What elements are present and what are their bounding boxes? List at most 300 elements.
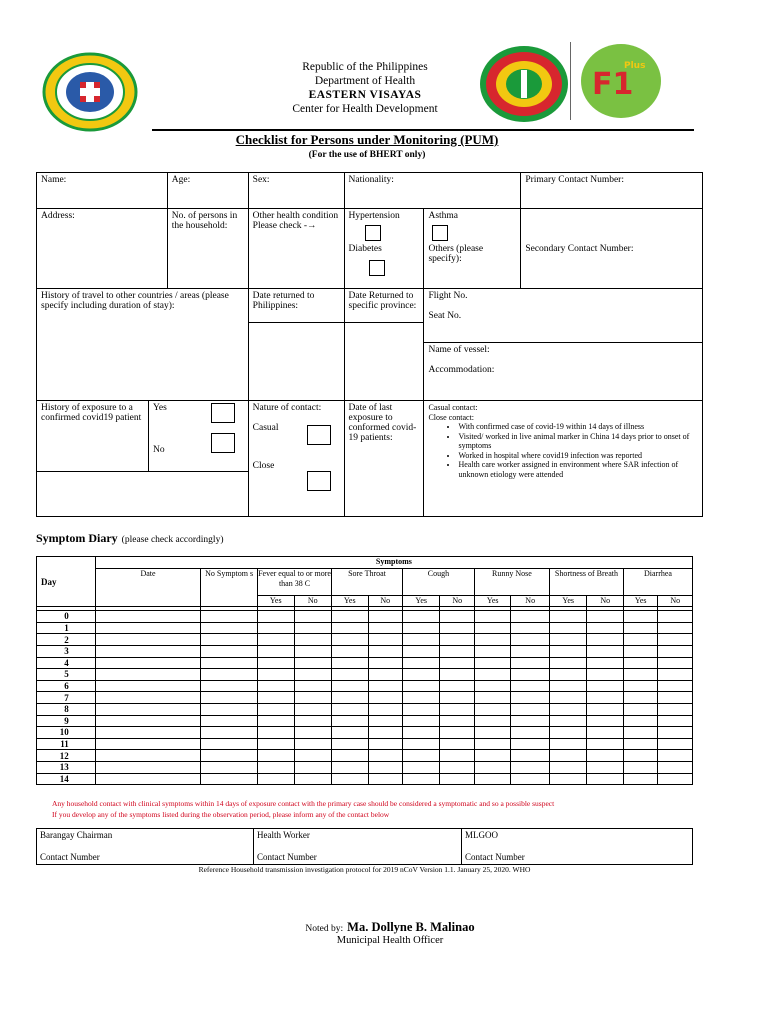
symptom-check-cell[interactable] <box>511 715 550 727</box>
symptom-check-cell[interactable] <box>474 738 511 750</box>
date-cell[interactable] <box>95 611 200 623</box>
casual-checkbox[interactable] <box>307 425 331 445</box>
symptom-check-cell[interactable] <box>440 645 474 657</box>
symptom-check-cell[interactable] <box>294 634 332 646</box>
symptom-check-cell[interactable] <box>258 761 295 773</box>
date-cell[interactable] <box>95 715 200 727</box>
date-cell[interactable] <box>95 645 200 657</box>
hypertension-checkbox[interactable] <box>365 225 381 241</box>
symptom-check-cell[interactable] <box>549 680 587 692</box>
symptom-check-cell[interactable] <box>549 703 587 715</box>
vessel-info[interactable] <box>424 343 702 377</box>
symptom-check-cell[interactable] <box>623 622 657 634</box>
symptom-check-cell[interactable] <box>658 669 693 681</box>
symptom-check-cell[interactable] <box>368 611 402 623</box>
symptom-check-cell[interactable] <box>511 727 550 739</box>
symptom-check-cell[interactable] <box>623 773 657 785</box>
symptom-check-cell[interactable] <box>587 680 624 692</box>
noted-by-label: Noted by: <box>305 924 344 934</box>
symptom-check-cell[interactable] <box>549 715 587 727</box>
symptom-check-cell[interactable] <box>658 703 693 715</box>
symptom-check-cell[interactable] <box>511 680 550 692</box>
symptom-check-cell[interactable] <box>658 773 693 785</box>
symptom-check-cell[interactable] <box>511 669 550 681</box>
symptom-check-cell[interactable] <box>587 715 624 727</box>
no-symptoms-cell[interactable] <box>201 680 258 692</box>
symptom-check-cell[interactable] <box>549 611 587 623</box>
symptom-check-cell[interactable] <box>474 761 511 773</box>
symptom-check-cell[interactable] <box>368 761 402 773</box>
symptom-check-cell[interactable] <box>440 692 474 704</box>
symptom-check-cell[interactable] <box>474 703 511 715</box>
symptom-check-cell[interactable] <box>511 622 550 634</box>
symptom-check-cell[interactable] <box>474 634 511 646</box>
symptom-check-cell[interactable] <box>294 761 332 773</box>
yes-header: Yes <box>332 595 369 607</box>
symptom-check-cell[interactable] <box>587 773 624 785</box>
date-cell[interactable] <box>95 750 200 762</box>
symptom-check-cell[interactable] <box>368 680 402 692</box>
symptom-diary-note: (please check accordingly) <box>121 535 224 545</box>
no-symptoms-cell[interactable] <box>201 761 258 773</box>
symptom-check-cell[interactable] <box>440 611 474 623</box>
symptom-check-cell[interactable] <box>332 634 369 646</box>
symptom-check-cell[interactable] <box>474 680 511 692</box>
header-department: Department of Health <box>314 75 416 87</box>
diary-day-row <box>37 727 693 739</box>
date-cell[interactable] <box>95 680 200 692</box>
symptom-check-cell[interactable] <box>258 622 295 634</box>
date-cell[interactable] <box>95 727 200 739</box>
date-last-exposure-field[interactable]: Date of last exposure to conformed covid-19 patients: <box>344 401 424 517</box>
date-returned-province-value[interactable] <box>344 323 424 401</box>
close-contact-item: • Worked in hospital where covid19 infection was reported <box>458 451 698 461</box>
symptom-check-cell[interactable] <box>402 680 440 692</box>
symptom-check-cell[interactable] <box>402 761 440 773</box>
symptom-check-cell[interactable] <box>587 669 624 681</box>
no-symptoms-header: No Symptom s <box>201 568 258 607</box>
symptom-check-cell[interactable] <box>368 669 402 681</box>
day-number: 4 <box>37 657 96 669</box>
no-symptoms-cell[interactable] <box>201 773 258 785</box>
symptom-check-cell[interactable] <box>368 703 402 715</box>
symptom-check-cell[interactable] <box>368 634 402 646</box>
symptom-check-cell[interactable] <box>511 750 550 762</box>
symptom-check-cell[interactable] <box>294 622 332 634</box>
symptom-check-cell[interactable] <box>294 692 332 704</box>
symptom-check-cell[interactable] <box>294 657 332 669</box>
symptom-check-cell[interactable] <box>549 727 587 739</box>
f1-plus-logo-icon <box>580 42 662 120</box>
asthma-checkbox[interactable] <box>432 225 448 241</box>
no-header: No <box>294 595 332 607</box>
nationality-field[interactable]: Nationality: <box>344 173 521 209</box>
symptom-check-cell[interactable] <box>587 738 624 750</box>
symptom-check-cell[interactable] <box>294 611 332 623</box>
contact-definitions <box>424 401 703 517</box>
no-symptoms-cell[interactable] <box>201 622 258 634</box>
exposure-no-checkbox[interactable] <box>211 433 235 453</box>
no-header: No <box>587 595 624 607</box>
symptom-check-cell[interactable] <box>402 738 440 750</box>
hypertension-diabetes-cell <box>344 209 424 289</box>
diabetes-label: Diabetes <box>348 244 382 254</box>
symptom-check-cell[interactable] <box>474 727 511 739</box>
symptom-check-cell[interactable] <box>658 761 693 773</box>
symptom-check-cell[interactable] <box>474 773 511 785</box>
symptom-check-cell[interactable] <box>402 657 440 669</box>
symptom-check-cell[interactable] <box>332 750 369 762</box>
date-cell[interactable] <box>95 761 200 773</box>
symptom-check-cell[interactable] <box>258 611 295 623</box>
symptom-column-header: Sore Throat <box>332 568 403 595</box>
symptom-check-cell[interactable] <box>258 669 295 681</box>
symptom-check-cell[interactable] <box>368 750 402 762</box>
no-symptoms-cell[interactable] <box>201 645 258 657</box>
mlgoo-cell[interactable] <box>462 829 693 865</box>
symptom-check-cell[interactable] <box>658 692 693 704</box>
symptom-check-cell[interactable] <box>623 727 657 739</box>
exposure-notes[interactable] <box>37 471 248 515</box>
no-symptoms-cell[interactable] <box>201 692 258 704</box>
date-cell[interactable] <box>95 703 200 715</box>
symptom-check-cell[interactable] <box>402 645 440 657</box>
symptom-check-cell[interactable] <box>402 727 440 739</box>
day-number: 8 <box>37 703 96 715</box>
symptom-check-cell[interactable] <box>402 611 440 623</box>
symptom-check-cell[interactable] <box>332 727 369 739</box>
symptom-check-cell[interactable] <box>474 669 511 681</box>
day-number: 0 <box>37 611 96 623</box>
diary-day-row <box>37 680 693 692</box>
persons-household-field[interactable]: No. of persons in the household: <box>167 209 248 289</box>
yes-header: Yes <box>549 595 587 607</box>
flight-vessel-cell <box>424 289 703 401</box>
symptom-check-cell[interactable] <box>623 738 657 750</box>
symptom-check-cell[interactable] <box>332 669 369 681</box>
symptom-check-cell[interactable] <box>474 611 511 623</box>
date-header: Date <box>95 568 200 607</box>
symptom-check-cell[interactable] <box>658 611 693 623</box>
day-number: 9 <box>37 715 96 727</box>
symptom-check-cell[interactable] <box>440 750 474 762</box>
symptom-check-cell[interactable] <box>402 715 440 727</box>
symptom-check-cell[interactable] <box>332 715 369 727</box>
symptom-check-cell[interactable] <box>258 773 295 785</box>
symptom-check-cell[interactable] <box>623 703 657 715</box>
symptom-check-cell[interactable] <box>658 634 693 646</box>
symptom-check-cell[interactable] <box>440 657 474 669</box>
date-cell[interactable] <box>95 738 200 750</box>
symptom-check-cell[interactable] <box>294 750 332 762</box>
no-header: No <box>440 595 474 607</box>
diary-symptom-names-row <box>37 568 693 595</box>
symptom-check-cell[interactable] <box>402 622 440 634</box>
symptom-check-cell[interactable] <box>368 773 402 785</box>
symptom-check-cell[interactable] <box>623 669 657 681</box>
day-number: 10 <box>37 727 96 739</box>
symptom-check-cell[interactable] <box>294 738 332 750</box>
symptom-check-cell[interactable] <box>549 634 587 646</box>
symptom-check-cell[interactable] <box>658 622 693 634</box>
symptom-diary-heading <box>36 529 223 547</box>
exposure-history-cell <box>37 401 249 517</box>
symptom-check-cell[interactable] <box>332 645 369 657</box>
symptom-check-cell[interactable] <box>258 634 295 646</box>
date-cell[interactable] <box>95 669 200 681</box>
exposure-yes-checkbox[interactable] <box>211 403 235 423</box>
no-symptoms-cell[interactable] <box>201 738 258 750</box>
secondary-contact-field[interactable]: Secondary Contact Number: <box>521 209 703 289</box>
symptom-check-cell[interactable] <box>549 669 587 681</box>
close-label: Close <box>252 461 275 471</box>
symptom-check-cell[interactable] <box>587 645 624 657</box>
symptom-check-cell[interactable] <box>623 634 657 646</box>
symptom-check-cell[interactable] <box>549 692 587 704</box>
page-subtitle: (For the use of BHERT only) <box>308 150 426 160</box>
symptom-check-cell[interactable] <box>402 692 440 704</box>
symptom-check-cell[interactable] <box>587 761 624 773</box>
symptom-check-cell[interactable] <box>368 622 402 634</box>
symptom-check-cell[interactable] <box>587 727 624 739</box>
symptom-check-cell[interactable] <box>623 692 657 704</box>
symptom-check-cell[interactable] <box>440 680 474 692</box>
symptom-check-cell[interactable] <box>402 634 440 646</box>
address-field[interactable]: Address: <box>37 209 168 289</box>
symptom-check-cell[interactable] <box>258 715 295 727</box>
no-symptoms-cell[interactable] <box>201 715 258 727</box>
symptom-check-cell[interactable] <box>440 761 474 773</box>
symptom-check-cell[interactable] <box>368 738 402 750</box>
no-symptoms-cell[interactable] <box>201 669 258 681</box>
symptom-check-cell[interactable] <box>549 657 587 669</box>
symptom-check-cell[interactable] <box>474 657 511 669</box>
primary-contact-field[interactable]: Primary Contact Number: <box>521 173 703 209</box>
symptom-check-cell[interactable] <box>511 703 550 715</box>
symptom-check-cell[interactable] <box>402 669 440 681</box>
symptom-check-cell[interactable] <box>511 611 550 623</box>
diary-day-row <box>37 761 693 773</box>
symptom-check-cell[interactable] <box>549 622 587 634</box>
date-returned-field[interactable]: Date returned to Philippines: <box>248 289 344 323</box>
date-cell[interactable] <box>95 634 200 646</box>
flight-info[interactable] <box>424 289 702 343</box>
symptom-check-cell[interactable] <box>332 622 369 634</box>
yes-header: Yes <box>402 595 440 607</box>
symptom-check-cell[interactable] <box>658 750 693 762</box>
symptom-check-cell[interactable] <box>258 703 295 715</box>
diary-day-row <box>37 657 693 669</box>
no-symptoms-cell[interactable] <box>201 634 258 646</box>
close-contact-item: • With confirmed case of covid-19 within 14 days of illness <box>458 422 698 432</box>
noted-by-title: Municipal Health Officer <box>336 935 444 946</box>
day-number: 1 <box>37 622 96 634</box>
exposure-no-label: No <box>153 445 165 455</box>
symptom-check-cell[interactable] <box>294 727 332 739</box>
symptom-check-cell[interactable] <box>332 703 369 715</box>
age-field[interactable]: Age: <box>167 173 248 209</box>
mlgoo-label: MLGOO <box>465 830 498 840</box>
symptom-check-cell[interactable] <box>623 680 657 692</box>
no-symptoms-cell[interactable] <box>201 703 258 715</box>
diary-day-row <box>37 634 693 646</box>
symptom-check-cell[interactable] <box>658 645 693 657</box>
symptom-check-cell[interactable] <box>474 622 511 634</box>
symptom-check-cell[interactable] <box>402 750 440 762</box>
symptom-check-cell[interactable] <box>332 692 369 704</box>
no-symptoms-cell[interactable] <box>201 657 258 669</box>
symptom-check-cell[interactable] <box>511 645 550 657</box>
symptom-check-cell[interactable] <box>258 645 295 657</box>
symptom-check-cell[interactable] <box>474 645 511 657</box>
logo-divider <box>570 42 571 120</box>
vessel-label: Name of vessel: <box>428 345 490 355</box>
nature-contact-label: Nature of contact: <box>252 403 322 413</box>
symptom-check-cell[interactable] <box>623 611 657 623</box>
title-rule <box>152 129 694 131</box>
symptom-check-cell[interactable] <box>294 715 332 727</box>
symptom-check-cell[interactable] <box>332 680 369 692</box>
symptoms-header: Symptoms <box>95 557 692 569</box>
symptom-check-cell[interactable] <box>623 750 657 762</box>
health-worker-cell[interactable] <box>254 829 462 865</box>
no-header: No <box>658 595 693 607</box>
health-worker-contact-label: Contact Number <box>257 852 317 862</box>
symptom-check-cell[interactable] <box>440 715 474 727</box>
symptom-check-cell[interactable] <box>623 715 657 727</box>
exposure-yes-label: Yes <box>153 403 167 413</box>
symptom-check-cell[interactable] <box>587 657 624 669</box>
symptom-check-cell[interactable] <box>587 750 624 762</box>
symptom-diary-table <box>36 556 693 785</box>
name-field[interactable]: Name: <box>37 173 168 209</box>
symptom-check-cell[interactable] <box>332 773 369 785</box>
symptom-check-cell[interactable] <box>332 761 369 773</box>
symptom-check-cell[interactable] <box>623 761 657 773</box>
barangay-chairman-cell[interactable] <box>37 829 254 865</box>
date-cell[interactable] <box>95 773 200 785</box>
symptom-check-cell[interactable] <box>623 645 657 657</box>
symptom-check-cell[interactable] <box>294 669 332 681</box>
date-cell[interactable] <box>95 622 200 634</box>
symptom-check-cell[interactable] <box>658 738 693 750</box>
symptom-check-cell[interactable] <box>368 645 402 657</box>
doh-seal-left-icon <box>42 52 138 132</box>
symptom-check-cell[interactable] <box>440 738 474 750</box>
date-cell[interactable] <box>95 657 200 669</box>
symptom-check-cell[interactable] <box>587 611 624 623</box>
accommodation-label: Accommodation: <box>428 365 495 375</box>
symptom-check-cell[interactable] <box>332 657 369 669</box>
symptom-check-cell[interactable] <box>511 761 550 773</box>
symptom-check-cell[interactable] <box>258 692 295 704</box>
symptom-check-cell[interactable] <box>294 680 332 692</box>
symptom-check-cell[interactable] <box>658 657 693 669</box>
symptom-check-cell[interactable] <box>258 727 295 739</box>
nature-contact-cell <box>248 401 344 517</box>
symptom-check-cell[interactable] <box>440 773 474 785</box>
symptom-check-cell[interactable] <box>549 750 587 762</box>
asthma-label: Asthma <box>428 211 459 221</box>
symptom-check-cell[interactable] <box>368 727 402 739</box>
symptom-check-cell[interactable] <box>511 657 550 669</box>
diary-day-row <box>37 703 693 715</box>
symptom-check-cell[interactable] <box>440 727 474 739</box>
date-returned-province-field[interactable]: Date Returned to specific province: <box>344 289 424 323</box>
symptom-check-cell[interactable] <box>511 773 550 785</box>
symptom-check-cell[interactable] <box>658 680 693 692</box>
no-symptoms-cell[interactable] <box>201 611 258 623</box>
doh-eastern-visayas-seal-icon <box>478 44 570 124</box>
symptom-check-cell[interactable] <box>587 692 624 704</box>
symptom-check-cell[interactable] <box>440 669 474 681</box>
diary-day-row <box>37 738 693 750</box>
symptom-check-cell[interactable] <box>294 703 332 715</box>
symptom-check-cell[interactable] <box>511 634 550 646</box>
symptom-check-cell[interactable] <box>402 773 440 785</box>
symptom-check-cell[interactable] <box>368 657 402 669</box>
symptom-check-cell[interactable] <box>474 750 511 762</box>
symptom-check-cell[interactable] <box>332 611 369 623</box>
symptom-check-cell[interactable] <box>549 773 587 785</box>
no-symptoms-cell[interactable] <box>201 727 258 739</box>
symptom-check-cell[interactable] <box>511 692 550 704</box>
seat-no-label: Seat No. <box>428 311 462 321</box>
symptom-check-cell[interactable] <box>474 715 511 727</box>
symptom-check-cell[interactable] <box>368 692 402 704</box>
symptom-check-cell[interactable] <box>474 692 511 704</box>
symptom-check-cell[interactable] <box>402 703 440 715</box>
close-checkbox[interactable] <box>307 471 331 491</box>
symptom-check-cell[interactable] <box>511 738 550 750</box>
symptom-check-cell[interactable] <box>294 773 332 785</box>
symptom-check-cell[interactable] <box>587 622 624 634</box>
symptom-check-cell[interactable] <box>440 634 474 646</box>
symptom-check-cell[interactable] <box>587 634 624 646</box>
symptom-check-cell[interactable] <box>658 727 693 739</box>
symptom-check-cell[interactable] <box>368 715 402 727</box>
sex-field[interactable]: Sex: <box>248 173 344 209</box>
symptom-check-cell[interactable] <box>332 738 369 750</box>
date-returned-value[interactable] <box>248 323 344 401</box>
symptom-check-cell[interactable] <box>658 715 693 727</box>
symptom-check-cell[interactable] <box>549 738 587 750</box>
symptom-check-cell[interactable] <box>258 750 295 762</box>
symptom-check-cell[interactable] <box>440 703 474 715</box>
symptom-check-cell[interactable] <box>587 703 624 715</box>
symptom-column-header: Runny Nose <box>474 568 549 595</box>
date-cell[interactable] <box>95 692 200 704</box>
symptom-check-cell[interactable] <box>258 657 295 669</box>
symptom-check-cell[interactable] <box>258 738 295 750</box>
symptom-check-cell[interactable] <box>549 761 587 773</box>
diabetes-checkbox[interactable] <box>369 260 385 276</box>
symptom-check-cell[interactable] <box>623 657 657 669</box>
others-label: Others (please specify): <box>428 244 484 264</box>
symptom-check-cell[interactable] <box>549 645 587 657</box>
symptom-check-cell[interactable] <box>440 622 474 634</box>
asthma-others-cell <box>424 209 521 289</box>
symptom-check-cell[interactable] <box>258 680 295 692</box>
travel-history-field[interactable]: History of travel to other countries / areas (please specify including duration of stay): <box>37 289 249 401</box>
header-republic: Republic of the Philippines <box>302 61 428 73</box>
no-symptoms-cell[interactable] <box>201 750 258 762</box>
hypertension-label: Hypertension <box>348 211 400 221</box>
warning-text-1: Any household contact with clinical symptoms within 14 days of exposure contact with the primary case should be considered a symptomatic and so a possible suspect <box>52 799 555 808</box>
symptom-check-cell[interactable] <box>294 645 332 657</box>
casual-contact-label: Casual contact: <box>428 403 478 412</box>
svg-text:Plus: Plus <box>624 61 646 71</box>
